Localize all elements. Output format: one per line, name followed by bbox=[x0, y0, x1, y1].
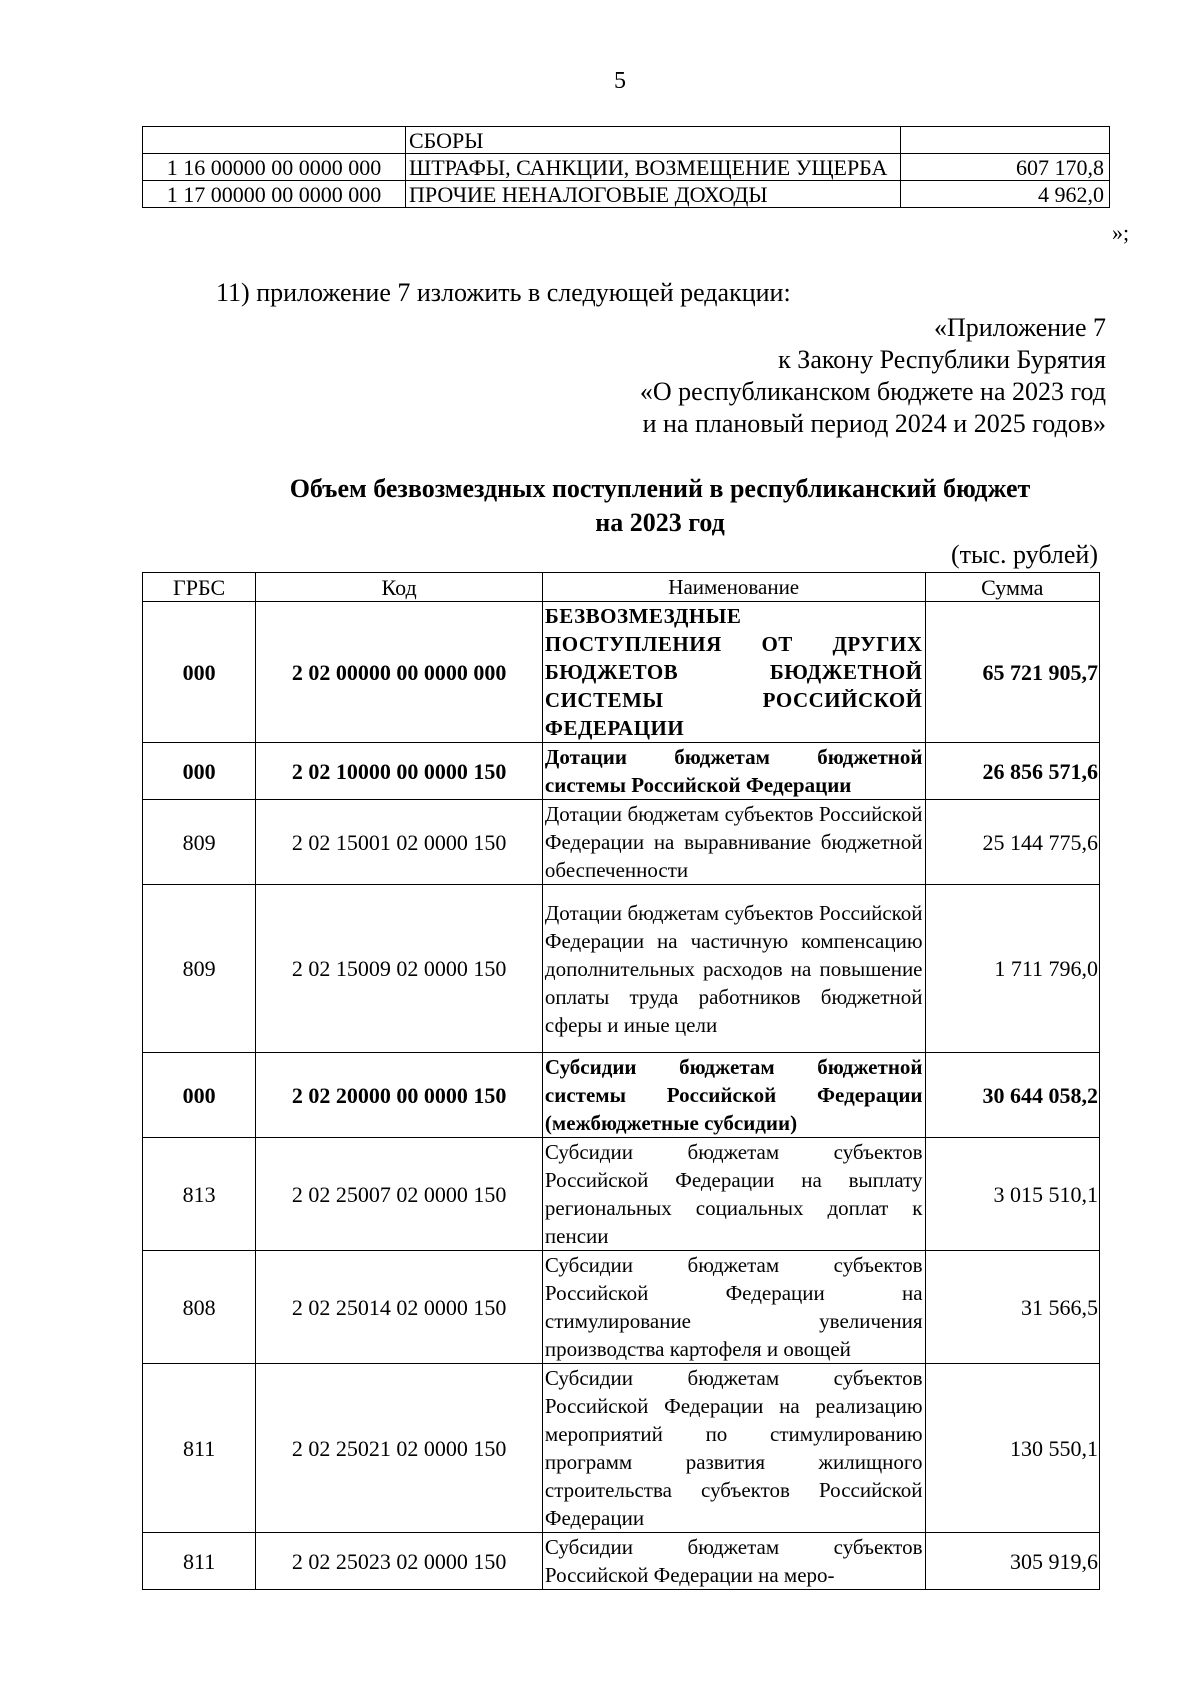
appendix-line: «Приложение 7 bbox=[933, 313, 1106, 342]
table-row bbox=[143, 743, 1100, 800]
table-row bbox=[143, 1053, 1100, 1138]
grbs-cell: 811 bbox=[143, 1533, 256, 1590]
page-number: 5 bbox=[614, 68, 626, 94]
table-row bbox=[143, 800, 1100, 885]
sum-cell: 65 721 905,7 bbox=[925, 602, 1099, 743]
code-cell: 2 02 25014 02 0000 150 bbox=[256, 1251, 543, 1364]
name-cell: БЕЗВОЗМЕЗДНЫЕ ПОСТУПЛЕНИЯ ОТ ДРУГИХ БЮДЖЕТОВ БЮДЖЕТНОЙ СИСТЕМЫ РОССИЙСКОЙ ФЕДЕРАЦИИ bbox=[542, 602, 925, 743]
name-cell: Дотации бюджетам субъектов Российской Федерации на выравнивание бюджетной обеспеченности bbox=[542, 800, 925, 885]
table-row bbox=[143, 1138, 1100, 1251]
grbs-cell: 000 bbox=[143, 1053, 256, 1138]
code-cell: 2 02 00000 00 0000 000 bbox=[256, 602, 543, 743]
table-row bbox=[143, 1364, 1100, 1533]
unit-note: (тыс. рублей) bbox=[950, 540, 1098, 569]
name-cell: ШТРАФЫ, САНКЦИИ, ВОЗМЕЩЕНИЕ УЩЕРБА bbox=[406, 154, 901, 181]
header-name: Наименование bbox=[542, 573, 925, 602]
name-cell: Субсидии бюджетам бюджетной системы Российской Федерации (межбюджетные субсидии) bbox=[542, 1053, 925, 1138]
code-cell: 2 02 20000 00 0000 150 bbox=[256, 1053, 543, 1138]
sum-cell: 25 144 775,6 bbox=[925, 800, 1099, 885]
document-title bbox=[150, 472, 1170, 540]
grbs-cell: 000 bbox=[143, 743, 256, 800]
grbs-cell: 809 bbox=[143, 885, 256, 1053]
sum-cell: 1 711 796,0 bbox=[925, 885, 1099, 1053]
appendix-line: и на плановый период 2024 и 2025 годов» bbox=[642, 409, 1106, 438]
table-row bbox=[143, 181, 1110, 208]
title-line: на 2023 год bbox=[595, 508, 725, 537]
table-row bbox=[143, 1533, 1100, 1590]
table-header-row bbox=[143, 573, 1100, 602]
sum-cell bbox=[901, 127, 1110, 154]
sum-cell: 26 856 571,6 bbox=[925, 743, 1099, 800]
code-cell: 2 02 25007 02 0000 150 bbox=[256, 1138, 543, 1251]
appendix-line: «О республиканском бюджете на 2023 год bbox=[639, 377, 1106, 406]
header-sum: Сумма bbox=[925, 573, 1099, 602]
table-row bbox=[143, 154, 1110, 181]
title-line: Объем безвозмездных поступлений в республиканский бюджет bbox=[289, 474, 1031, 503]
header-grbs: ГРБС bbox=[143, 573, 256, 602]
grbs-cell: 809 bbox=[143, 800, 256, 885]
name-cell: Дотации бюджетам бюджетной системы Российской Федерации bbox=[542, 743, 925, 800]
sum-cell: 31 566,5 bbox=[925, 1251, 1099, 1364]
name-cell: Субсидии бюджетам субъектов Российской Федерации на меро- bbox=[542, 1533, 925, 1590]
table-row bbox=[143, 602, 1100, 743]
code-cell: 2 02 15001 02 0000 150 bbox=[256, 800, 543, 885]
name-cell: СБОРЫ bbox=[406, 127, 901, 154]
sum-cell: 305 919,6 bbox=[925, 1533, 1099, 1590]
sum-cell: 3 015 510,1 bbox=[925, 1138, 1099, 1251]
name-cell: Субсидии бюджетам субъектов Российской Федерации на стимулирование увеличения производства картофеля и овощей bbox=[542, 1251, 925, 1364]
appendix-header bbox=[640, 312, 1106, 440]
name-cell: Дотации бюджетам субъектов Российской Федерации на частичную компенсацию дополнительных расходов на повышение оплаты труда работников бюджетной сферы и иные цели bbox=[542, 885, 925, 1053]
code-cell bbox=[143, 127, 406, 154]
sum-cell: 607 170,8 bbox=[901, 154, 1110, 181]
header-code: Код bbox=[256, 573, 543, 602]
name-cell: ПРОЧИЕ НЕНАЛОГОВЫЕ ДОХОДЫ bbox=[406, 181, 901, 208]
amendment-text: 11) приложение 7 изложить в следующей редакции: bbox=[216, 278, 791, 307]
grbs-cell: 808 bbox=[143, 1251, 256, 1364]
code-cell: 2 02 25021 02 0000 150 bbox=[256, 1364, 543, 1533]
sum-cell: 4 962,0 bbox=[901, 181, 1110, 208]
code-cell: 1 16 00000 00 0000 000 bbox=[143, 154, 406, 181]
table-row bbox=[143, 1251, 1100, 1364]
table-row bbox=[143, 127, 1110, 154]
closing-quote-mark: »; bbox=[1112, 220, 1130, 245]
name-cell: Субсидии бюджетам субъектов Российской Федерации на реализацию мероприятий по стимулированию программ развития жилищного строительства субъектов Российской Федерации bbox=[542, 1364, 925, 1533]
sum-cell: 130 550,1 bbox=[925, 1364, 1099, 1533]
code-cell: 1 17 00000 00 0000 000 bbox=[143, 181, 406, 208]
code-cell: 2 02 25023 02 0000 150 bbox=[256, 1533, 543, 1590]
appendix-line: к Закону Республики Бурятия bbox=[778, 345, 1106, 374]
continuation-table bbox=[142, 126, 1110, 208]
grbs-cell: 811 bbox=[143, 1364, 256, 1533]
code-cell: 2 02 15009 02 0000 150 bbox=[256, 885, 543, 1053]
name-cell: Субсидии бюджетам субъектов Российской Федерации на выплату региональных социальных доплат к пенсии bbox=[542, 1138, 925, 1251]
grbs-cell: 813 bbox=[143, 1138, 256, 1251]
table-row bbox=[143, 885, 1100, 1053]
grbs-cell: 000 bbox=[143, 602, 256, 743]
code-cell: 2 02 10000 00 0000 150 bbox=[256, 743, 543, 800]
revenue-table bbox=[142, 572, 1100, 1590]
sum-cell: 30 644 058,2 bbox=[925, 1053, 1099, 1138]
